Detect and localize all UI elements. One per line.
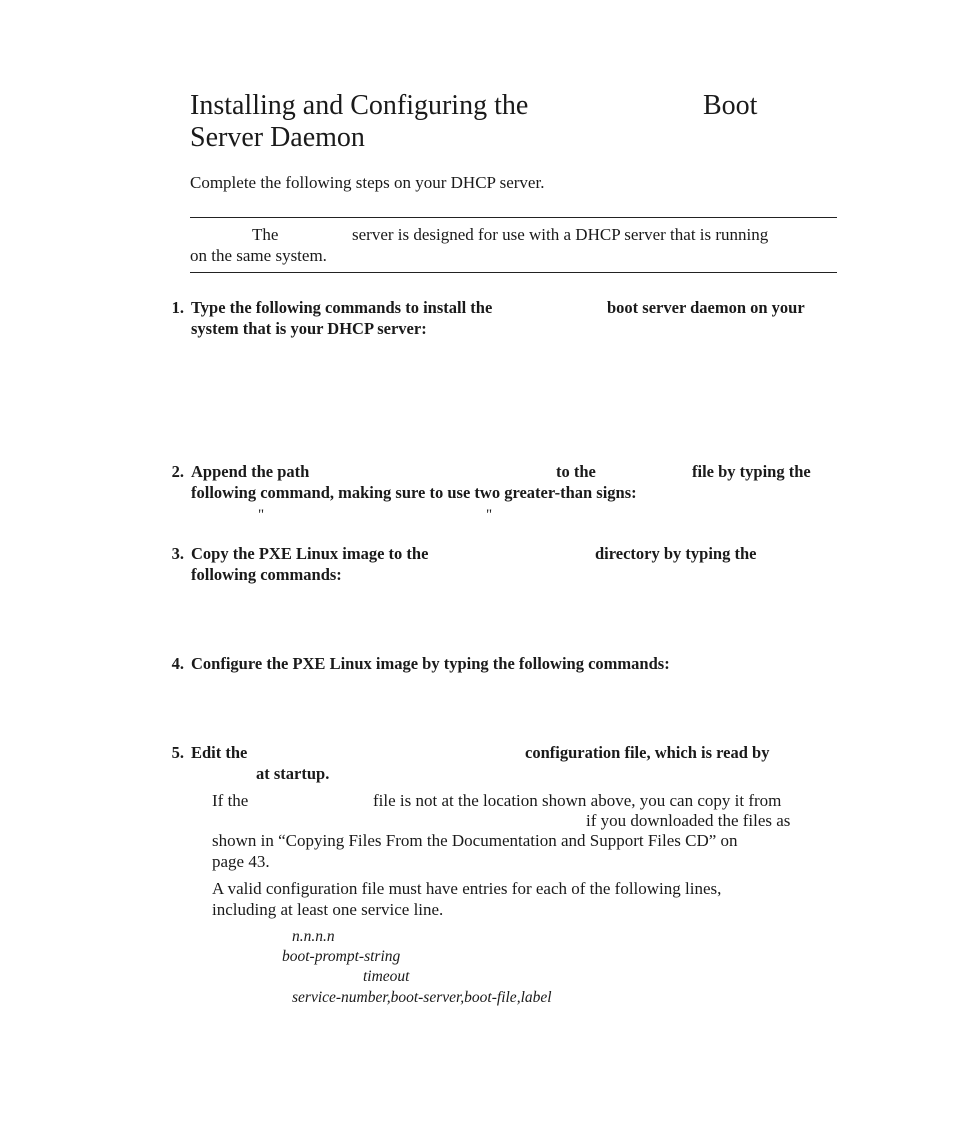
step-5-text-c: at startup. [256,764,330,783]
step-3-text-c: following commands: [191,565,342,584]
step-2-quote-open: " [258,507,265,523]
step-2-quote-close: " [486,507,493,523]
step-1-text-a: Type the following commands to install the [191,298,493,317]
para1-text-b: file is not at the location shown above, you can copy it from [373,791,782,810]
step-2-text-b: to the [556,462,596,481]
step-2-text-c: file by typing the [692,462,811,481]
step-3-number: 3. [171,544,184,563]
step-5-text-b: configuration file, which is read by [525,743,770,762]
note-top-rule [190,217,837,218]
step-1-text-b: boot server daemon on your [607,298,805,317]
note-the: The [252,225,279,244]
para1-text-e: page 43. [212,852,270,871]
step-5-number: 5. [171,743,184,762]
page-title-line1: Installing and Configuring the [190,90,529,121]
config-line-service: service-number,boot-server,boot-file,label [292,989,552,1006]
step-2-text-a: Append the path [191,462,310,481]
note-text-line1: server is designed for use with a DHCP server that is running [352,225,769,244]
note-text-line2: on the same system. [190,246,327,265]
step-3-text-a: Copy the PXE Linux image to the [191,544,429,563]
para2-line1: A valid configuration file must have entries for each of the following lines, [212,879,722,898]
para1-text-c: if you downloaded the files as [586,811,791,830]
step-5-text-a: Edit the [191,743,248,762]
page-title-line2: Server Daemon [190,122,365,153]
step-4-text: Configure the PXE Linux image by typing the following commands: [191,654,670,673]
para1-text-a: If the [212,791,249,810]
config-line-prompt: boot-prompt-string [282,948,401,965]
para2-line2: including at least one service line. [212,900,444,919]
config-line-timeout: timeout [363,968,410,985]
step-2-text-d: following command, making sure to use two greater-than signs: [191,483,637,502]
step-4-number: 4. [171,654,184,673]
config-line-ip: n.n.n.n [292,928,335,945]
page-title-boot: Boot [703,90,758,121]
step-1-text-c: system that is your DHCP server: [191,319,427,338]
step-3-text-b: directory by typing the [595,544,757,563]
step-2-number: 2. [171,462,184,481]
note-bottom-rule [190,272,837,273]
para1-text-d: shown in “Copying Files From the Documentation and Support Files CD” on [212,831,738,850]
intro-text: Complete the following steps on your DHCP server. [190,173,545,192]
step-1-number: 1. [171,298,184,317]
